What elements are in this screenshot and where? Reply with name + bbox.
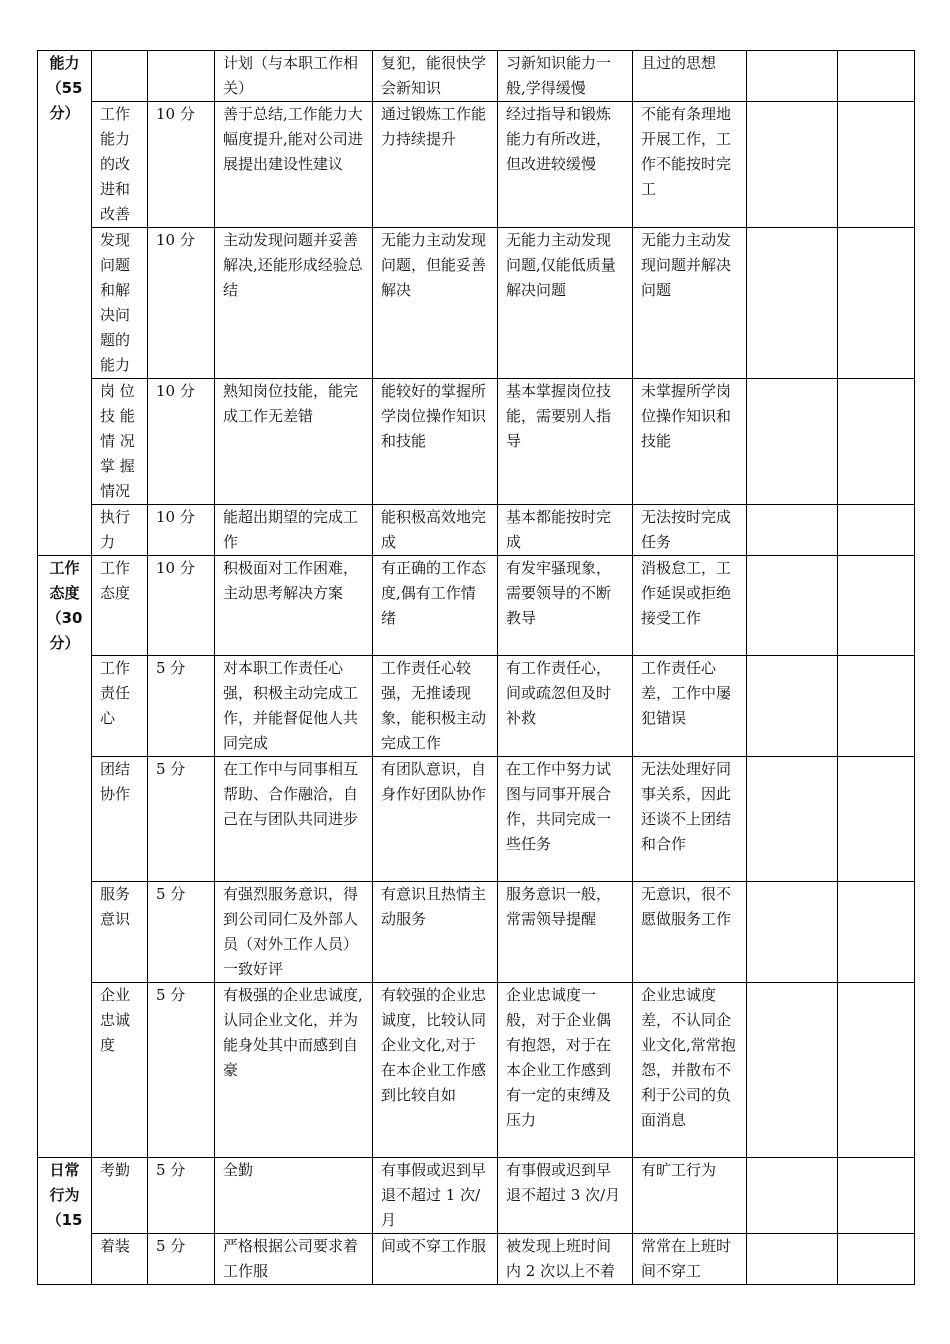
score-cell: 5 分	[148, 656, 215, 757]
score-cell: 10 分	[148, 379, 215, 505]
table-row	[38, 1158, 915, 1234]
blank-cell	[838, 556, 915, 656]
score-cell: 5 分	[148, 757, 215, 882]
criteria-good: 有团队意识，自身作好团队协作	[373, 757, 498, 882]
score-cell: 5 分	[148, 882, 215, 983]
criteria-poor: 无法按时完成任务	[633, 505, 747, 556]
criteria-good: 有事假或迟到早退不超过 1 次/月	[373, 1158, 498, 1234]
blank-cell	[747, 882, 838, 983]
criteria-fair: 在工作中努力试图与同事开展合作，共同完成一些任务	[498, 757, 633, 882]
table-row	[38, 1234, 915, 1285]
criteria-poor: 且过的思想	[633, 51, 747, 102]
blank-cell	[747, 1158, 838, 1234]
blank-cell	[838, 757, 915, 882]
item-cell: 岗 位 技 能 情 况 掌 握 情况	[92, 379, 148, 505]
criteria-good: 能积极高效地完成	[373, 505, 498, 556]
score-cell: 10 分	[148, 505, 215, 556]
criteria-fair: 无能力主动发现问题,仅能低质量解决问题	[498, 228, 633, 379]
item-cell: 发现问题和解决问题的能力	[92, 228, 148, 379]
criteria-poor: 无法处理好同事关系，因此还谈不上团结和合作	[633, 757, 747, 882]
table-row	[38, 757, 915, 882]
criteria-poor: 消极怠工，工作延误或拒绝接受工作	[633, 556, 747, 656]
score-cell: 10 分	[148, 102, 215, 228]
item-cell: 考勤	[92, 1158, 148, 1234]
criteria-poor: 不能有条理地开展工作，工作不能按时完工	[633, 102, 747, 228]
score-cell: 10 分	[148, 556, 215, 656]
score-cell	[148, 51, 215, 102]
blank-cell	[747, 556, 838, 656]
criteria-fair: 有工作责任心，间或疏忽但及时补救	[498, 656, 633, 757]
criteria-excellent: 有极强的企业忠诚度,认同企业文化，并为能身处其中而感到自豪	[215, 983, 373, 1158]
item-cell: 工作能力的改进和改善	[92, 102, 148, 228]
blank-cell	[747, 379, 838, 505]
table-row	[38, 102, 915, 228]
item-cell: 工作态度	[92, 556, 148, 656]
blank-cell	[838, 505, 915, 556]
blank-cell	[747, 983, 838, 1158]
item-cell: 企业忠诚度	[92, 983, 148, 1158]
score-cell: 10 分	[148, 228, 215, 379]
criteria-poor: 有旷工行为	[633, 1158, 747, 1234]
criteria-fair: 服务意识一般，常需领导提醒	[498, 882, 633, 983]
blank-cell	[838, 379, 915, 505]
criteria-fair: 习新知识能力一般,学得缓慢	[498, 51, 633, 102]
criteria-poor: 未掌握所学岗位操作知识和技能	[633, 379, 747, 505]
blank-cell	[838, 102, 915, 228]
score-cell: 5 分	[148, 1158, 215, 1234]
blank-cell	[838, 983, 915, 1158]
score-cell: 5 分	[148, 983, 215, 1158]
table-row	[38, 228, 915, 379]
criteria-fair: 基本都能按时完成	[498, 505, 633, 556]
blank-cell	[747, 757, 838, 882]
criteria-fair: 有事假或迟到早退不超过 3 次/月	[498, 1158, 633, 1234]
criteria-poor: 无能力主动发现问题并解决问题	[633, 228, 747, 379]
item-cell	[92, 51, 148, 102]
criteria-good: 间或不穿工作服	[373, 1234, 498, 1285]
blank-cell	[838, 228, 915, 379]
blank-cell	[747, 228, 838, 379]
criteria-excellent: 有强烈服务意识，得到公司同仁及外部人员（对外工作人员）一致好评	[215, 882, 373, 983]
criteria-good: 工作责任心较强，无推诿现象，能积极主动完成工作	[373, 656, 498, 757]
criteria-good: 有较强的企业忠诚度，比较认同企业文化,对于在本企业工作感到比较自如	[373, 983, 498, 1158]
blank-cell	[747, 1234, 838, 1285]
criteria-good: 通过锻炼工作能力持续提升	[373, 102, 498, 228]
score-cell: 5 分	[148, 1234, 215, 1285]
item-cell: 着装	[92, 1234, 148, 1285]
blank-cell	[838, 51, 915, 102]
category-attitude: 工作态度（30分）	[38, 556, 92, 1158]
category-daily: 日常行为（15	[38, 1158, 92, 1285]
criteria-good: 复犯，能很快学会新知识	[373, 51, 498, 102]
criteria-excellent: 严格根据公司要求着工作服	[215, 1234, 373, 1285]
item-cell: 团结协作	[92, 757, 148, 882]
criteria-poor: 无意识，很不愿做服务工作	[633, 882, 747, 983]
criteria-excellent: 主动发现问题并妥善解决,还能形成经验总结	[215, 228, 373, 379]
criteria-excellent: 对本职工作责任心强，积极主动完成工作，并能督促他人共同完成	[215, 656, 373, 757]
criteria-fair: 被发现上班时间内 2 次以上不着	[498, 1234, 633, 1285]
item-cell: 服务意识	[92, 882, 148, 983]
evaluation-table	[37, 50, 915, 1285]
criteria-good: 能较好的掌握所学岗位操作知识和技能	[373, 379, 498, 505]
table-row	[38, 505, 915, 556]
table-row	[38, 983, 915, 1158]
blank-cell	[838, 1158, 915, 1234]
criteria-excellent: 能超出期望的完成工作	[215, 505, 373, 556]
criteria-poor: 常常在上班时间不穿工	[633, 1234, 747, 1285]
criteria-excellent: 在工作中与同事相互帮助、合作融洽，自己在与团队共同进步	[215, 757, 373, 882]
blank-cell	[747, 656, 838, 757]
criteria-good: 有意识且热情主动服务	[373, 882, 498, 983]
criteria-poor: 企业忠诚度差，不认同企业文化,常常抱怨，并散布不利于公司的负面消息	[633, 983, 747, 1158]
blank-cell	[838, 882, 915, 983]
criteria-poor: 工作责任心差，工作中屡犯错误	[633, 656, 747, 757]
criteria-fair: 经过指导和锻炼能力有所改进，但改进较缓慢	[498, 102, 633, 228]
table-row	[38, 882, 915, 983]
blank-cell	[747, 102, 838, 228]
table-row	[38, 556, 915, 656]
criteria-excellent: 善于总结,工作能力大幅度提升,能对公司进展提出建设性建议	[215, 102, 373, 228]
criteria-excellent: 积极面对工作困难，主动思考解决方案	[215, 556, 373, 656]
blank-cell	[838, 1234, 915, 1285]
blank-cell	[747, 51, 838, 102]
criteria-good: 无能力主动发现问题，但能妥善解决	[373, 228, 498, 379]
criteria-excellent: 熟知岗位技能，能完成工作无差错	[215, 379, 373, 505]
table-row	[38, 656, 915, 757]
blank-cell	[747, 505, 838, 556]
criteria-good: 有正确的工作态度,偶有工作情绪	[373, 556, 498, 656]
table-row	[38, 51, 915, 102]
criteria-fair: 企业忠诚度一般，对于企业偶有抱怨，对于在本企业工作感到有一定的束缚及压力	[498, 983, 633, 1158]
criteria-excellent: 全勤	[215, 1158, 373, 1234]
table-row	[38, 379, 915, 505]
blank-cell	[838, 656, 915, 757]
item-cell: 工作责任心	[92, 656, 148, 757]
criteria-fair: 有发牢骚现象，需要领导的不断教导	[498, 556, 633, 656]
criteria-excellent: 计划（与本职工作相关）	[215, 51, 373, 102]
category-ability: 能力（55分）	[38, 51, 92, 556]
criteria-fair: 基本掌握岗位技能，需要别人指导	[498, 379, 633, 505]
item-cell: 执行力	[92, 505, 148, 556]
